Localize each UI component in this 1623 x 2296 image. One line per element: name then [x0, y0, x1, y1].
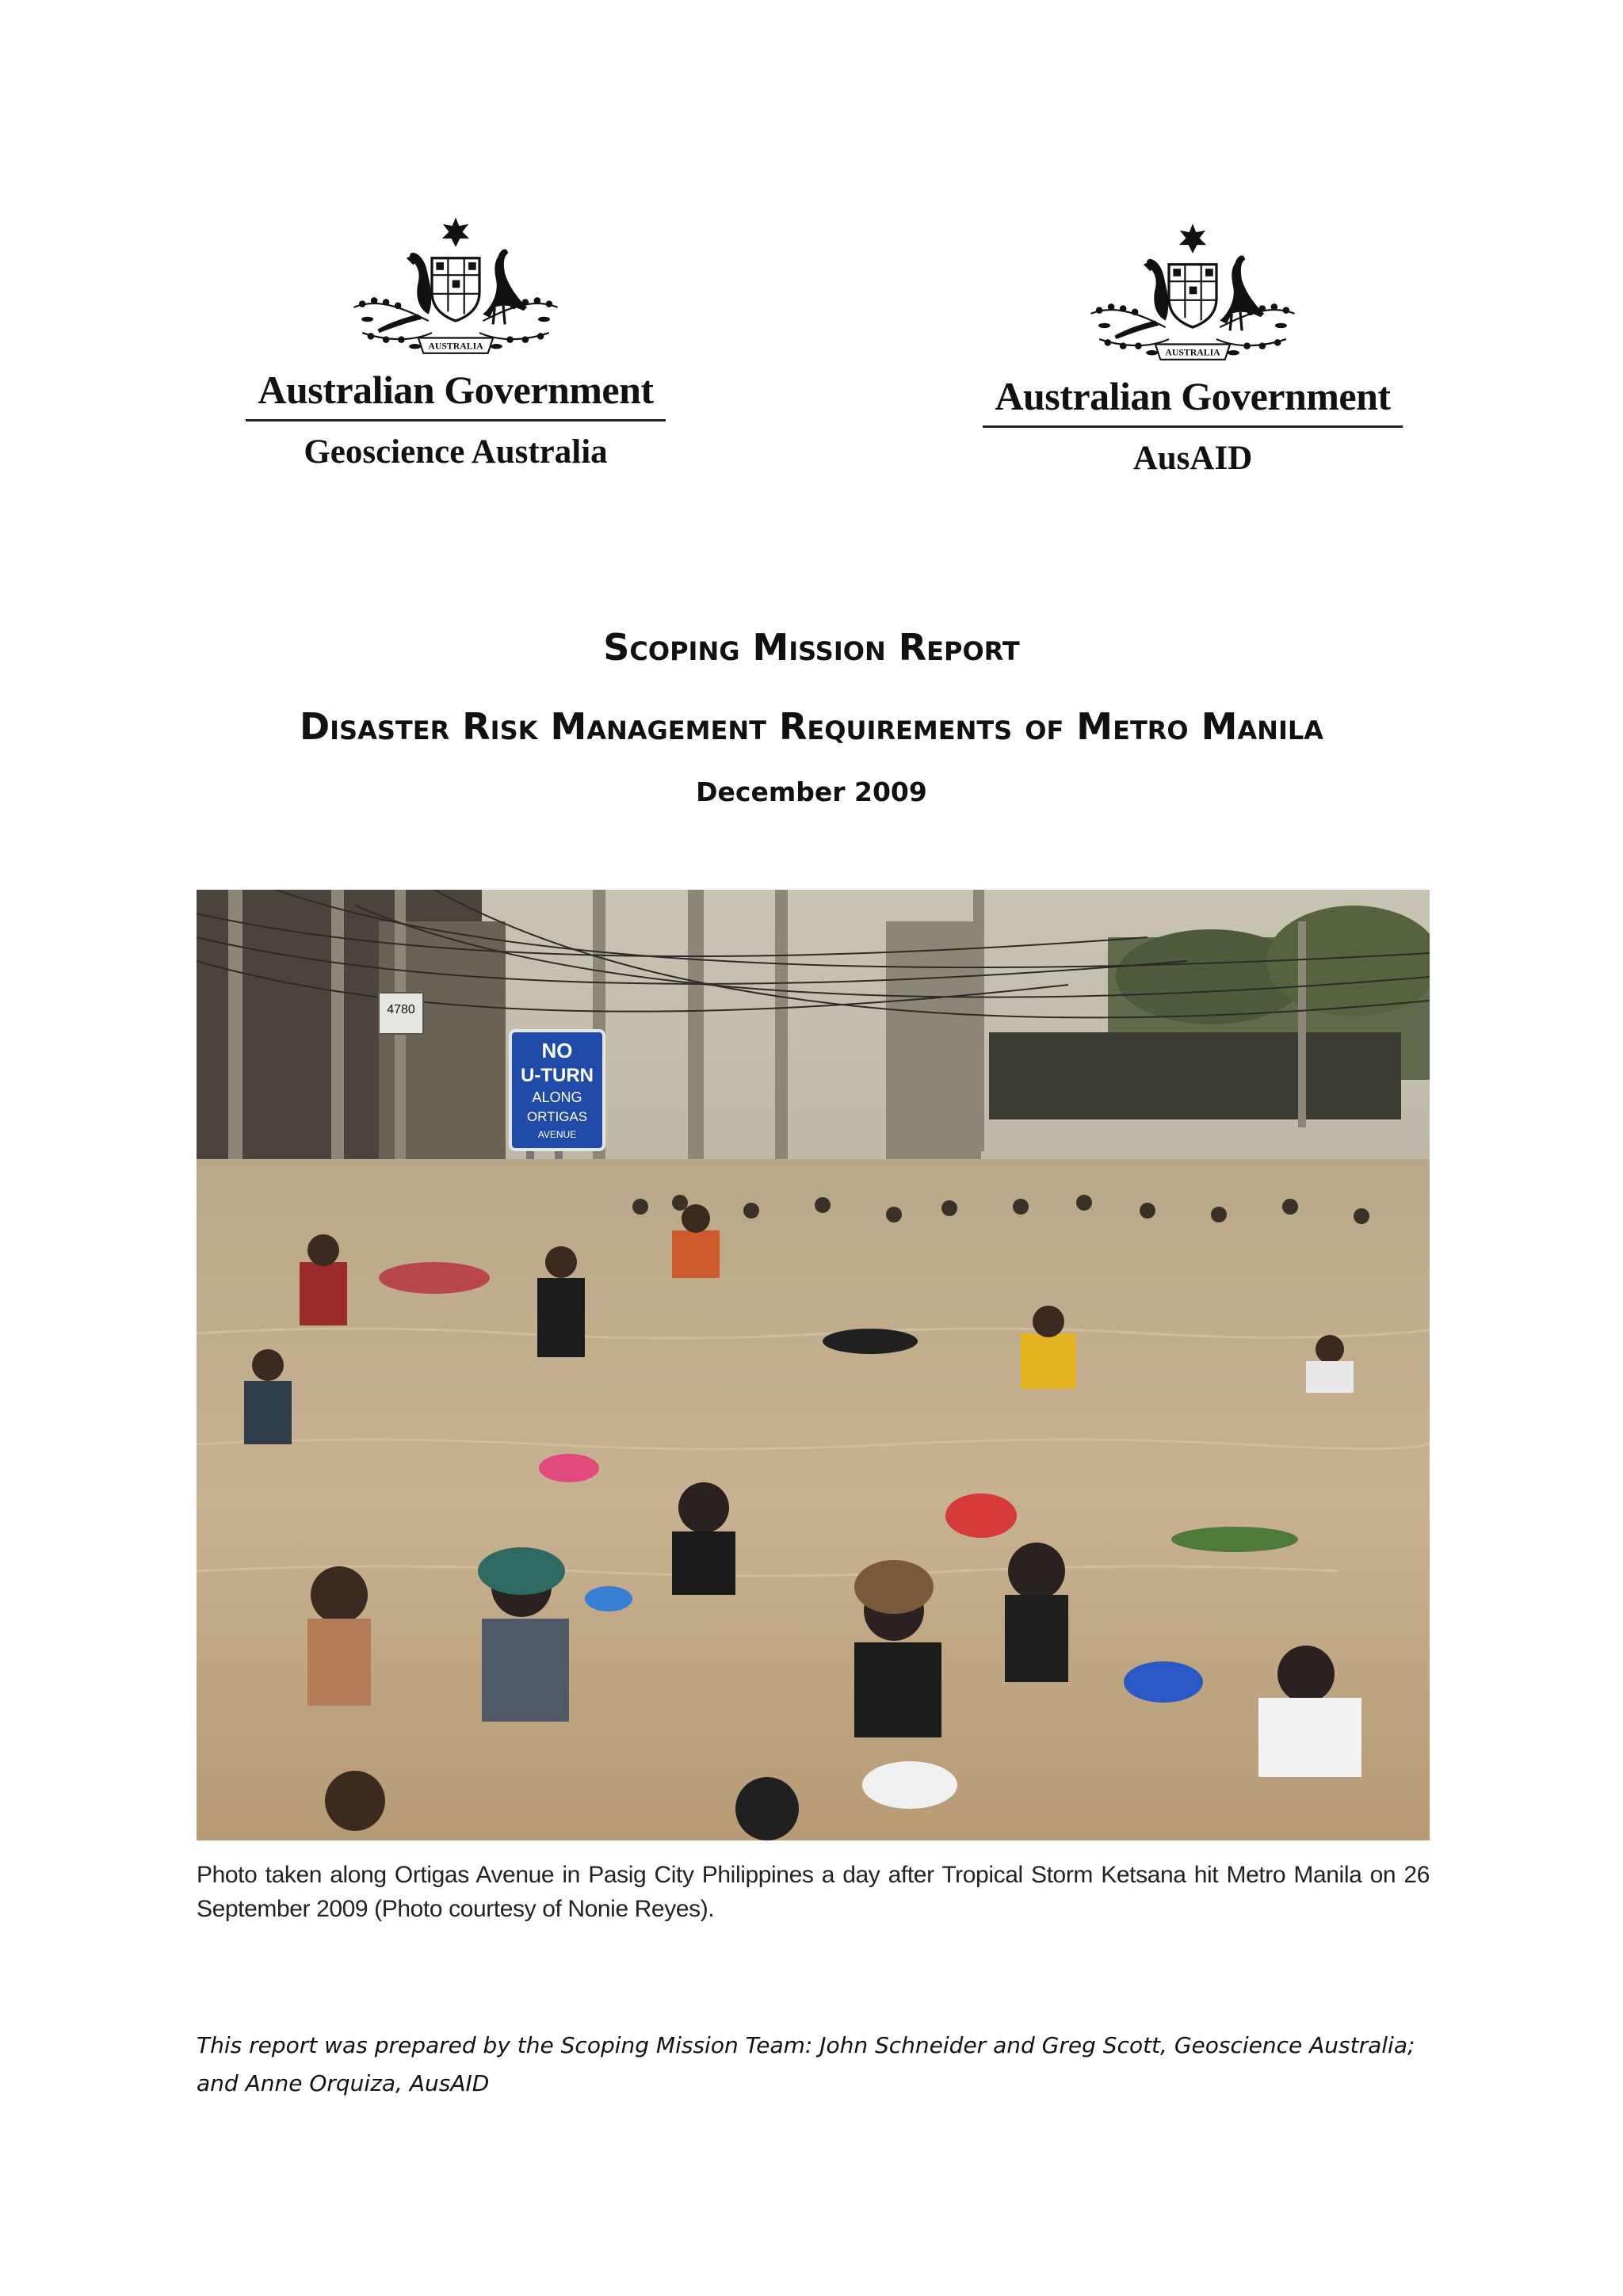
sign-text: AVENUE — [537, 1129, 577, 1140]
report-title: Scoping Mission Report — [603, 626, 1020, 669]
photo-caption: Photo taken along Ortigas Avenue in Pasig City Philippines a day after Tropical Storm Ketsana hit Metro Manila on 26 September 2009 (Photo courtesy of Nonie Reyes). — [197, 1862, 1430, 1922]
logo-divider — [246, 419, 666, 421]
flood-photo — [197, 890, 1430, 1840]
report-credits — [197, 2027, 1465, 2103]
crest-scroll-text: AUSTRALIA — [1165, 347, 1220, 358]
sign-text: ORTIGAS — [526, 1109, 588, 1124]
geoscience-australia-logo — [246, 214, 666, 471]
building-number: 4780 — [387, 1003, 415, 1016]
government-name: Australian Government — [258, 368, 654, 412]
sign-text: NO — [541, 1039, 573, 1062]
report-date: December 2009 — [696, 776, 927, 807]
agency-name: AusAID — [1132, 440, 1253, 477]
report-subtitle: Disaster Risk Management Requirements of Metro Manila — [299, 705, 1324, 748]
sign-text: U-TURN — [521, 1065, 594, 1086]
credits-line: and Anne Orquiza, AusAID — [197, 2070, 490, 2096]
agency-name: Geoscience Australia — [304, 433, 608, 471]
sign-text: ALONG — [532, 1089, 582, 1105]
no-u-turn-sign — [510, 1031, 604, 1150]
flood-scene-image — [197, 890, 1430, 1840]
coat-of-arms-icon — [337, 214, 575, 367]
logo-divider — [983, 425, 1403, 428]
ausaid-logo — [983, 220, 1403, 478]
government-name: Australian Government — [995, 374, 1391, 418]
credits-line: This report was prepared by the Scoping Mission Team: John Schneider and Greg Scott, Geoscience Australia; — [197, 2032, 1415, 2058]
crest-scroll-text: AUSTRALIA — [428, 341, 483, 352]
coat-of-arms-icon — [1074, 220, 1312, 373]
